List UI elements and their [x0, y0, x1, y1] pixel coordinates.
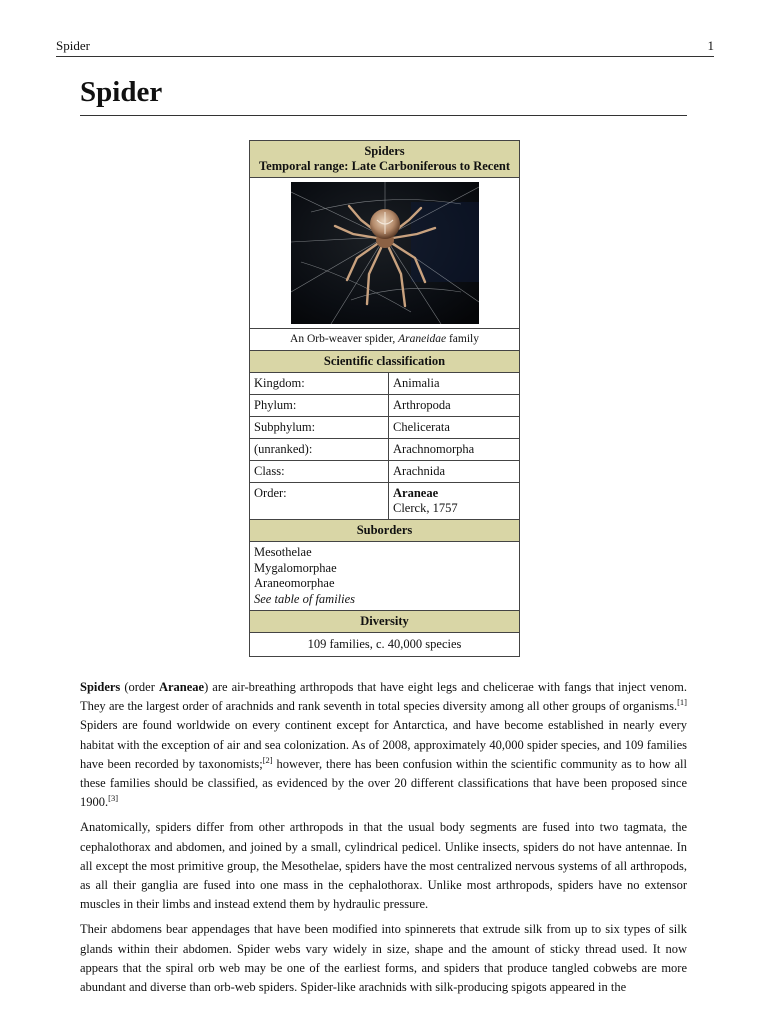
caption-text-end: family [446, 333, 479, 345]
taxo-row-kingdom [250, 373, 519, 395]
running-header-title: Spider [56, 38, 90, 53]
taxo-row-unranked [250, 439, 519, 461]
suborders-heading: Suborders [250, 520, 519, 542]
taxo-value[interactable]: Arachnida [393, 464, 446, 478]
taxobox [249, 140, 520, 657]
suborder-item[interactable]: Mygalomorphae [254, 560, 337, 575]
taxo-row-subphylum [250, 417, 519, 439]
spider-photo [250, 178, 519, 329]
paragraph-silk: Their abdomens bear appendages that have been modified into spinnerets that extrude silk from up to six types of silk glands within their abdomen. Spider webs vary widely in size, shape and the amount of sticky thread used. It now appears that the spiral orb web may be one of the earliest forms, and spiders that produce tangled cobwebs are more abundant and diverse than orb-web spiders. Spider-like arachnids with silk-producing spigots appeared in the [80, 922, 687, 995]
citation-ref[interactable]: [2] [262, 754, 273, 765]
diversity-heading: Diversity [250, 611, 519, 633]
temporal-range: Temporal range: Late Carboniferous to Recent [258, 159, 510, 173]
citation-ref[interactable]: [1] [677, 697, 687, 708]
taxo-key: Subphylum: [250, 417, 389, 438]
taxo-key: Class: [250, 461, 389, 482]
page-number: 1 [707, 38, 714, 53]
suborder-item[interactable]: Mesothelae [254, 545, 312, 559]
bold-term: Spiders [80, 680, 121, 694]
taxo-value[interactable]: Animalia [393, 376, 440, 390]
taxo-value-order [389, 483, 519, 519]
paragraph-intro [80, 678, 687, 812]
caption-family-link[interactable]: Araneidae [398, 333, 447, 345]
citation-ref[interactable]: [3] [108, 793, 119, 804]
classification-heading: Scientific classification [250, 351, 519, 373]
text-run: however, there has been confusion within the scientific community as to how all these families should be classified, as evidenced by the over 20 different classifications that have been proposed since 1900. [80, 756, 687, 810]
order-name: Araneae [393, 486, 439, 500]
orb-weaver-spider-image [291, 182, 479, 324]
taxo-key: Phylum: [250, 395, 389, 416]
taxo-value[interactable]: Arthropoda [393, 398, 451, 412]
taxo-row-phylum [250, 395, 519, 417]
taxo-row-class [250, 461, 519, 483]
suborder-item[interactable]: Araneomorphae [254, 576, 335, 590]
taxobox-title: Spiders [364, 144, 405, 158]
text-run: ) are air-breathing arthropods that have eight legs and chelicerae with fangs that inject venom. They are the largest order of arachnids and rank seventh in total species diversity among all other groups of organisms. [80, 680, 687, 714]
page-title: Spider [80, 76, 687, 116]
image-caption [250, 329, 519, 351]
taxo-value[interactable]: Arachnomorpha [393, 442, 475, 456]
taxo-key: (unranked): [250, 439, 389, 460]
article-body [80, 678, 687, 1003]
taxo-key: Kingdom: [250, 373, 389, 394]
families-link-text[interactable]: See table of families [254, 591, 356, 606]
taxobox-header [250, 141, 519, 178]
taxo-value[interactable]: Chelicerata [393, 420, 450, 434]
caption-text: An Orb-weaver spider, [290, 333, 399, 345]
families-table-link[interactable] [254, 592, 515, 608]
diversity-value: 109 families, c. 40,000 species [307, 637, 462, 651]
text-run: (order [120, 680, 159, 694]
taxo-row-order [250, 483, 519, 520]
taxo-key: Order: [250, 483, 389, 519]
paragraph-anatomy: Anatomically, spiders differ from other arthropods in that the usual body segments are fused into two tagmata, the cephalothorax and abdomen, and joined by a small, cylindrical pedicel. Unlike insects, spiders do not have antennae. In all except the most primitive group, the Mesothelae, spiders have the most centralized nervous systems of all arthropods, as all their ganglia are fused into one mass in the cephalothorax. Unlike most arthropods, spiders have no extensor muscles in their limbs and instead extend them by hydraulic pressure. [80, 820, 687, 912]
running-header [56, 38, 714, 57]
order-authority: Clerck, 1757 [393, 501, 458, 515]
text-run: Spiders are found worldwide on every continent except for Antarctica, and have become established in nearly every habitat with the exception of air and sea colonization. As of 2008, approximately 40,000 spider species, and 109 families have been recorded by taxonomists; [80, 718, 687, 771]
suborders-list [250, 542, 519, 611]
bold-term: Araneae [158, 680, 205, 694]
